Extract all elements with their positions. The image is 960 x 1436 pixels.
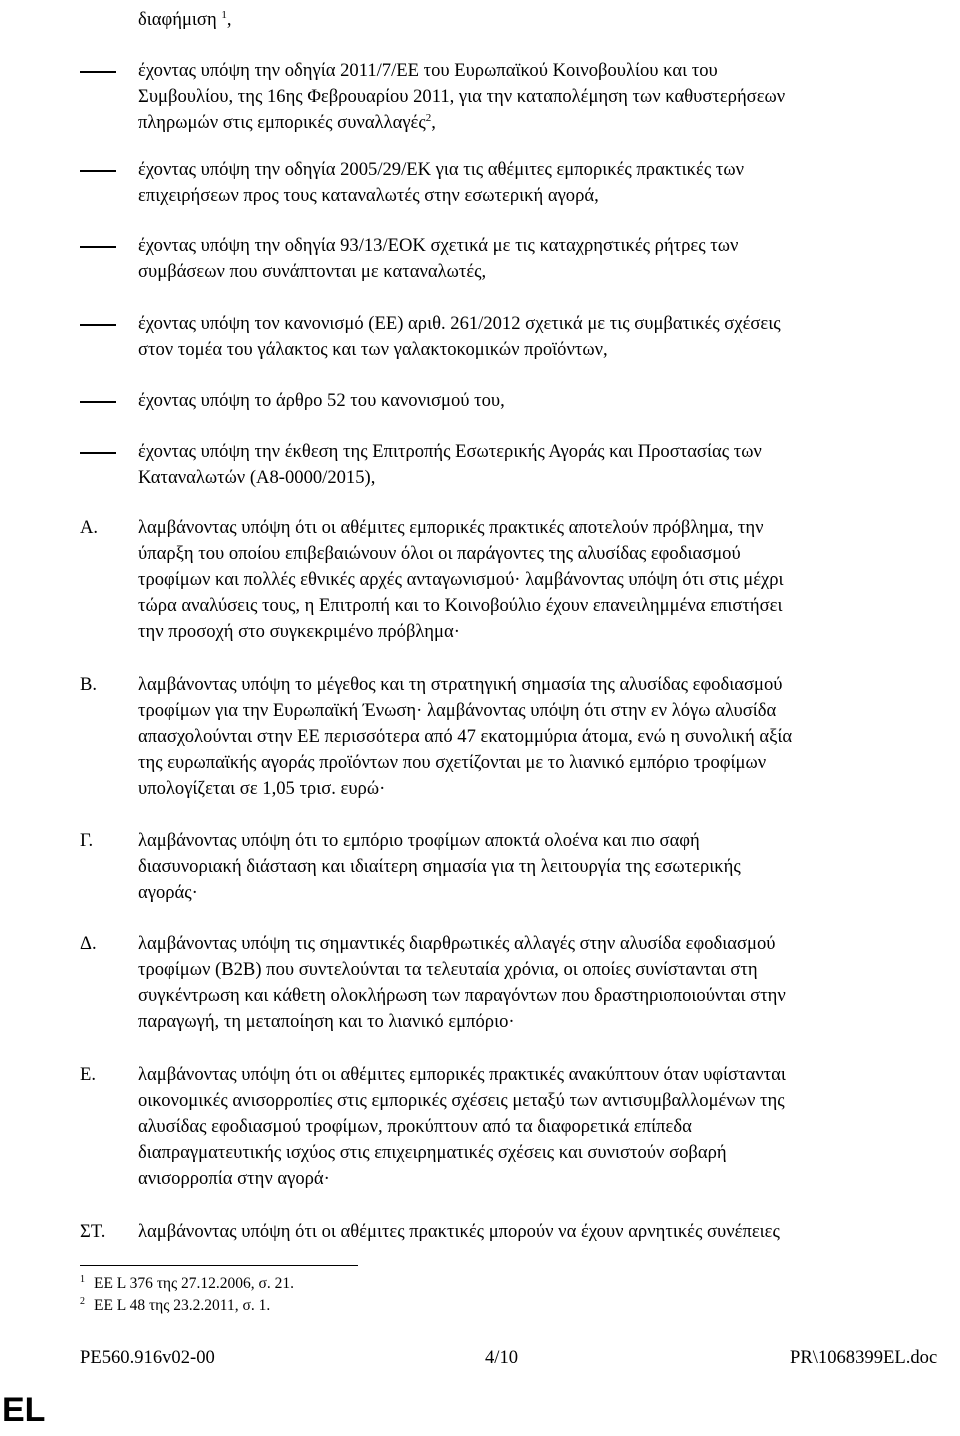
dash-bullet: [80, 324, 116, 326]
recital-line: λαμβάνοντας υπόψη το μέγεθος και τη στρατηγική σημασία της αλυσίδας εφοδιασμού: [138, 674, 783, 695]
recital-line: τροφίμων και πολλές εθνικές αρχές ανταγωνισμού· λαμβάνοντας υπόψη ότι στις μέχρι: [138, 569, 784, 590]
citation-line: Καταναλωτών (A8-0000/2015),: [138, 467, 376, 488]
citation-item: έχοντας υπόψη την οδηγία 2011/7/ΕΕ του Ευρωπαϊκού Κοινοβουλίου και του Συμβουλίου, της 16ης Φεβρουαρίου 2011, για την καταπολέμηση των καθυστερήσεων πληρωμών στις εμπορικές συναλλαγές$^2$,: [138, 58, 956, 136]
recital-item: [138, 931, 956, 1035]
recital-item: [138, 1219, 956, 1245]
citation-line: συμβάσεων που συνάπτονται με καταναλωτές,: [138, 261, 487, 282]
recital-marker: ΣΤ.: [80, 1221, 106, 1242]
dash-bullet: [80, 452, 116, 454]
recital-item: [138, 828, 956, 906]
recital-line: λαμβάνοντας υπόψη ότι οι αθέμιτες πρακτικές μπορούν να έχουν αρνητικές συνέπειες: [138, 1221, 780, 1242]
citation-line: έχοντας υπόψη την οδηγία 93/13/ΕΟΚ σχετικά με τις καταχρηστικές ρήτρες των: [138, 235, 739, 256]
citation-line: έχοντας υπόψη το άρθρο 52 του κανονισμού του,: [138, 390, 505, 411]
citation-line: έχοντας υπόψη τον κανονισμό (ΕΕ) αριθ. 261/2012 σχετικά με τις συμβατικές σχέσεις: [138, 313, 781, 334]
recital-marker: A.: [80, 517, 99, 538]
recital-line: αλυσίδας εφοδιασμού τροφίμων, προκύπτουν από τα διαφορετικά επίπεδα: [138, 1116, 692, 1137]
recital-line: τροφίμων για την Ευρωπαϊκή Ένωση· λαμβάνοντας υπόψη ότι στην εν λόγω αλυσίδα: [138, 700, 777, 721]
citation-item: [138, 233, 956, 285]
recital-line: αγοράς·: [138, 882, 198, 903]
citation-line: πληρωμών στις εμπορικές συναλλαγές: [138, 112, 426, 133]
continuation-text: διαφήμιση: [138, 9, 217, 30]
citation-item: [138, 439, 956, 491]
dash-bullet: [80, 246, 116, 248]
citation-item: [138, 311, 956, 363]
recital-line: λαμβάνοντας υπόψη τις σημαντικές διαρθρωτικές αλλαγές στην αλυσίδα εφοδιασμού: [138, 933, 776, 954]
recital-line: τώρα αναλύσεις τους, η Επιτροπή και το Κοινοβούλιο έχουν επανειλημμένα επιστήσει: [138, 595, 783, 616]
recital-marker: B.: [80, 674, 98, 695]
footnote-text: ΕΕ L 376 της 27.12.2006, σ. 21.: [94, 1275, 295, 1292]
page-number: 4/10: [485, 1347, 519, 1368]
recital-marker: Γ.: [80, 830, 94, 851]
citation-item: [138, 157, 956, 209]
footnote: 2 ΕΕ L 48 της 23.2.2011, σ. 1.: [80, 1296, 271, 1314]
dash-bullet: [80, 170, 116, 172]
recital-line: υπολογίζεται σε 1,05 τρισ. ευρώ·: [138, 778, 386, 799]
recital-line: ανισορροπία στην αγορά·: [138, 1168, 330, 1189]
citation-line: στον τομέα του γάλακτος και των γαλακτοκομικών προϊόντων,: [138, 339, 608, 360]
footnote-separator: [80, 1265, 358, 1266]
document-reference: PE560.916v02-00: [80, 1347, 215, 1368]
citation-line: έχοντας υπόψη την οδηγία 2005/29/ΕΚ για τις αθέμιτες εμπορικές πρακτικές των: [138, 159, 744, 180]
citation-line: Συμβουλίου, της 16ης Φεβρουαρίου 2011, για την καταπολέμηση των καθυστερήσεων: [138, 86, 786, 107]
recital-line: οικονομικές ανισορροπίες στις εμπορικές σχέσεις μεταξύ των αντισυμβαλλομένων της: [138, 1090, 785, 1111]
recital-item: [138, 1062, 956, 1192]
recital-line: συγκέντρωση και κάθετη ολοκλήρωση των παραγόντων που δραστηριοποιούνται στην: [138, 985, 786, 1006]
recital-line: διαπραγματευτικής ισχύος στις επιχειρηματικές σχέσεις και συνιστούν σοβαρή: [138, 1142, 727, 1163]
language-code: EL: [2, 1391, 46, 1429]
recital-line: παραγωγή, τη μεταποίηση και το λιανικό εμπόριο·: [138, 1011, 515, 1032]
recital-line: διασυνοριακή διάσταση και ιδιαίτερη σημασία για τη λειτουργία της εσωτερικής: [138, 856, 741, 877]
footnote: 1 ΕΕ L 376 της 27.12.2006, σ. 21.: [80, 1274, 295, 1292]
citation-line: έχοντας υπόψη την οδηγία 2011/7/ΕΕ του Ευρωπαϊκού Κοινοβουλίου και του: [138, 60, 718, 81]
recital-line: απασχολούνται στην ΕΕ περισσότερα από 47 εκατομμύρια άτομα, ενώ η συνολική αξία: [138, 726, 793, 747]
footnote-ref: 2: [425, 112, 432, 124]
recital-line: λαμβάνοντας υπόψη ότι το εμπόριο τροφίμων αποκτά ολοένα και πιο σαφή: [138, 830, 700, 851]
recital-marker: Δ.: [80, 933, 97, 954]
recital-line: λαμβάνοντας υπόψη ότι οι αθέμιτες εμπορικές πρακτικές ανακύπτουν όταν υφίστανται: [138, 1064, 786, 1085]
recital-line: λαμβάνοντας υπόψη ότι οι αθέμιτες εμπορικές πρακτικές αποτελούν πρόβλημα, την: [138, 517, 764, 538]
dash-bullet: [80, 71, 116, 73]
citation-item: [138, 388, 956, 414]
footnote-text: ΕΕ L 48 της 23.2.2011, σ. 1.: [94, 1297, 271, 1314]
footnote-ref: 1: [221, 9, 227, 21]
continuation-paragraph: διαφήμιση $^1$,: [138, 9, 232, 30]
recital-line: την προσοχή στο συγκεκριμένο πρόβλημα·: [138, 621, 460, 642]
recital-item: [138, 515, 956, 645]
citation-line: επιχειρήσεων προς τους καταναλωτές στην εσωτερική αγορά,: [138, 185, 599, 206]
recital-line: τροφίμων (B2B) που συντελούνται τα τελευταία χρόνια, οι οποίες συνίστανται στη: [138, 959, 758, 980]
file-name: PR\1068399EL.doc: [790, 1347, 938, 1368]
recital-line: ύπαρξη του οποίου επιβεβαιώνουν όλοι οι παράγοντες της αλυσίδας εφοδιασμού: [138, 543, 741, 564]
dash-bullet: [80, 401, 116, 403]
recital-line: της ευρωπαϊκής αγοράς προϊόντων που σχετίζονται με το λιανικό εμπόριο τροφίμων: [138, 752, 767, 773]
recital-item: [138, 672, 956, 802]
citation-line: έχοντας υπόψη την έκθεση της Επιτροπής Εσωτερικής Αγοράς και Προστασίας των: [138, 441, 762, 462]
recital-marker: E.: [80, 1064, 97, 1085]
